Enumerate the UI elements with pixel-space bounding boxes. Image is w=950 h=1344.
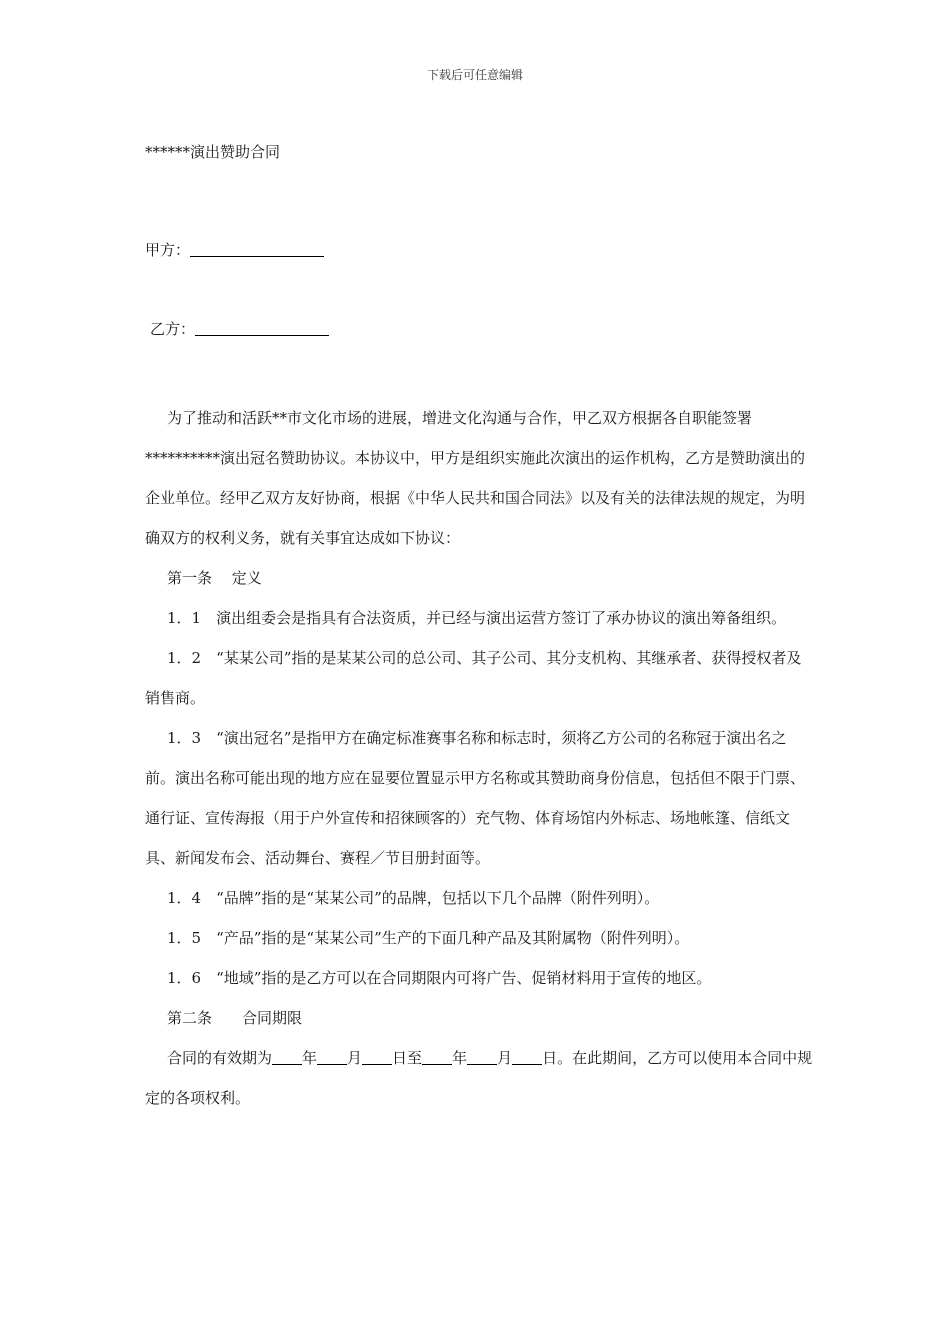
- article-1-heading: 第一条 定义: [167, 569, 262, 587]
- term-text-year-1: 年: [302, 1049, 318, 1067]
- clause-1-6: 1．6 “地域”指的是乙方可以在合同期限内可将广告、促销材料用于宣传的地区。: [167, 969, 712, 987]
- clause-1-1: 1．1 演出组委会是指具有合法资质，并已经与演出运营方签订了承办协议的演出筹备组织。: [167, 609, 787, 627]
- term-text-1: 合同的有效期为: [167, 1049, 273, 1067]
- term-text-month-1: 月: [347, 1049, 363, 1067]
- term-text-month-2: 月: [497, 1049, 513, 1067]
- document-title: ******演出赞助合同: [145, 143, 281, 161]
- contract-body: [145, 398, 813, 1118]
- party-a-label: 甲方：: [145, 241, 191, 259]
- term-text-day-1: 日至: [392, 1049, 423, 1067]
- party-a-line: [145, 239, 324, 260]
- clause-1-4: 1．4 “品牌”指的是“某某公司”的品牌，包括以下几个品牌（附件列明）。: [167, 889, 660, 907]
- intro-paragraph: 为了推动和活跃**市文化市场的进展，增进文化沟通与合作，甲乙双方根据各自职能签署**********演出冠名赞助协议。本协议中，甲方是组织实施此次演出的运作机构，乙方是赞助演出的企业单位。经甲乙双方友好协商，根据《中华人民共和国合同法》以及有关的法律法规的规定，为明确双方的权利义务，就有关事宜达成如下协议：: [145, 409, 806, 547]
- party-b-blank[interactable]: [195, 321, 329, 336]
- term-paragraph: [145, 1038, 813, 1118]
- party-a-blank[interactable]: [190, 242, 324, 257]
- start-year-blank[interactable]: [272, 1050, 302, 1065]
- start-day-blank[interactable]: [362, 1050, 392, 1065]
- article-2-heading: 第二条 合同期限: [167, 1009, 303, 1027]
- clause-1-5: 1．5 “产品”指的是“某某公司”生产的下面几种产品及其附属物（附件列明）。: [167, 929, 690, 947]
- end-day-blank[interactable]: [512, 1050, 542, 1065]
- start-month-blank[interactable]: [317, 1050, 347, 1065]
- clause-1-2: 1．2 “某某公司”指的是某某公司的总公司、其子公司、其分支机构、其继承者、获得授权者及销售商。: [145, 649, 802, 707]
- clause-1-3: 1．3 “演出冠名”是指甲方在确定标准赛事名称和标志时，须将乙方公司的名称冠于演出名之前。演出名称可能出现的地方应在显要位置显示甲方名称或其赞助商身份信息，包括但不限于门票、通行证、宣传海报（用于户外宣传和招徕顾客的）充气物、体育场馆内外标志、场地帐篷、信纸文具、新闻发布会、活动舞台、赛程／节目册封面等。: [145, 729, 806, 867]
- end-year-blank[interactable]: [422, 1050, 452, 1065]
- term-text-year-2: 年: [452, 1049, 468, 1067]
- party-b-line: [150, 318, 329, 339]
- header-note: 下载后可任意编辑: [426, 68, 523, 82]
- term-text-end: 日。在此期间，乙方可以使用本合同中规定的各项权利。: [145, 1049, 813, 1107]
- party-b-label: 乙方：: [150, 320, 196, 338]
- end-month-blank[interactable]: [467, 1050, 497, 1065]
